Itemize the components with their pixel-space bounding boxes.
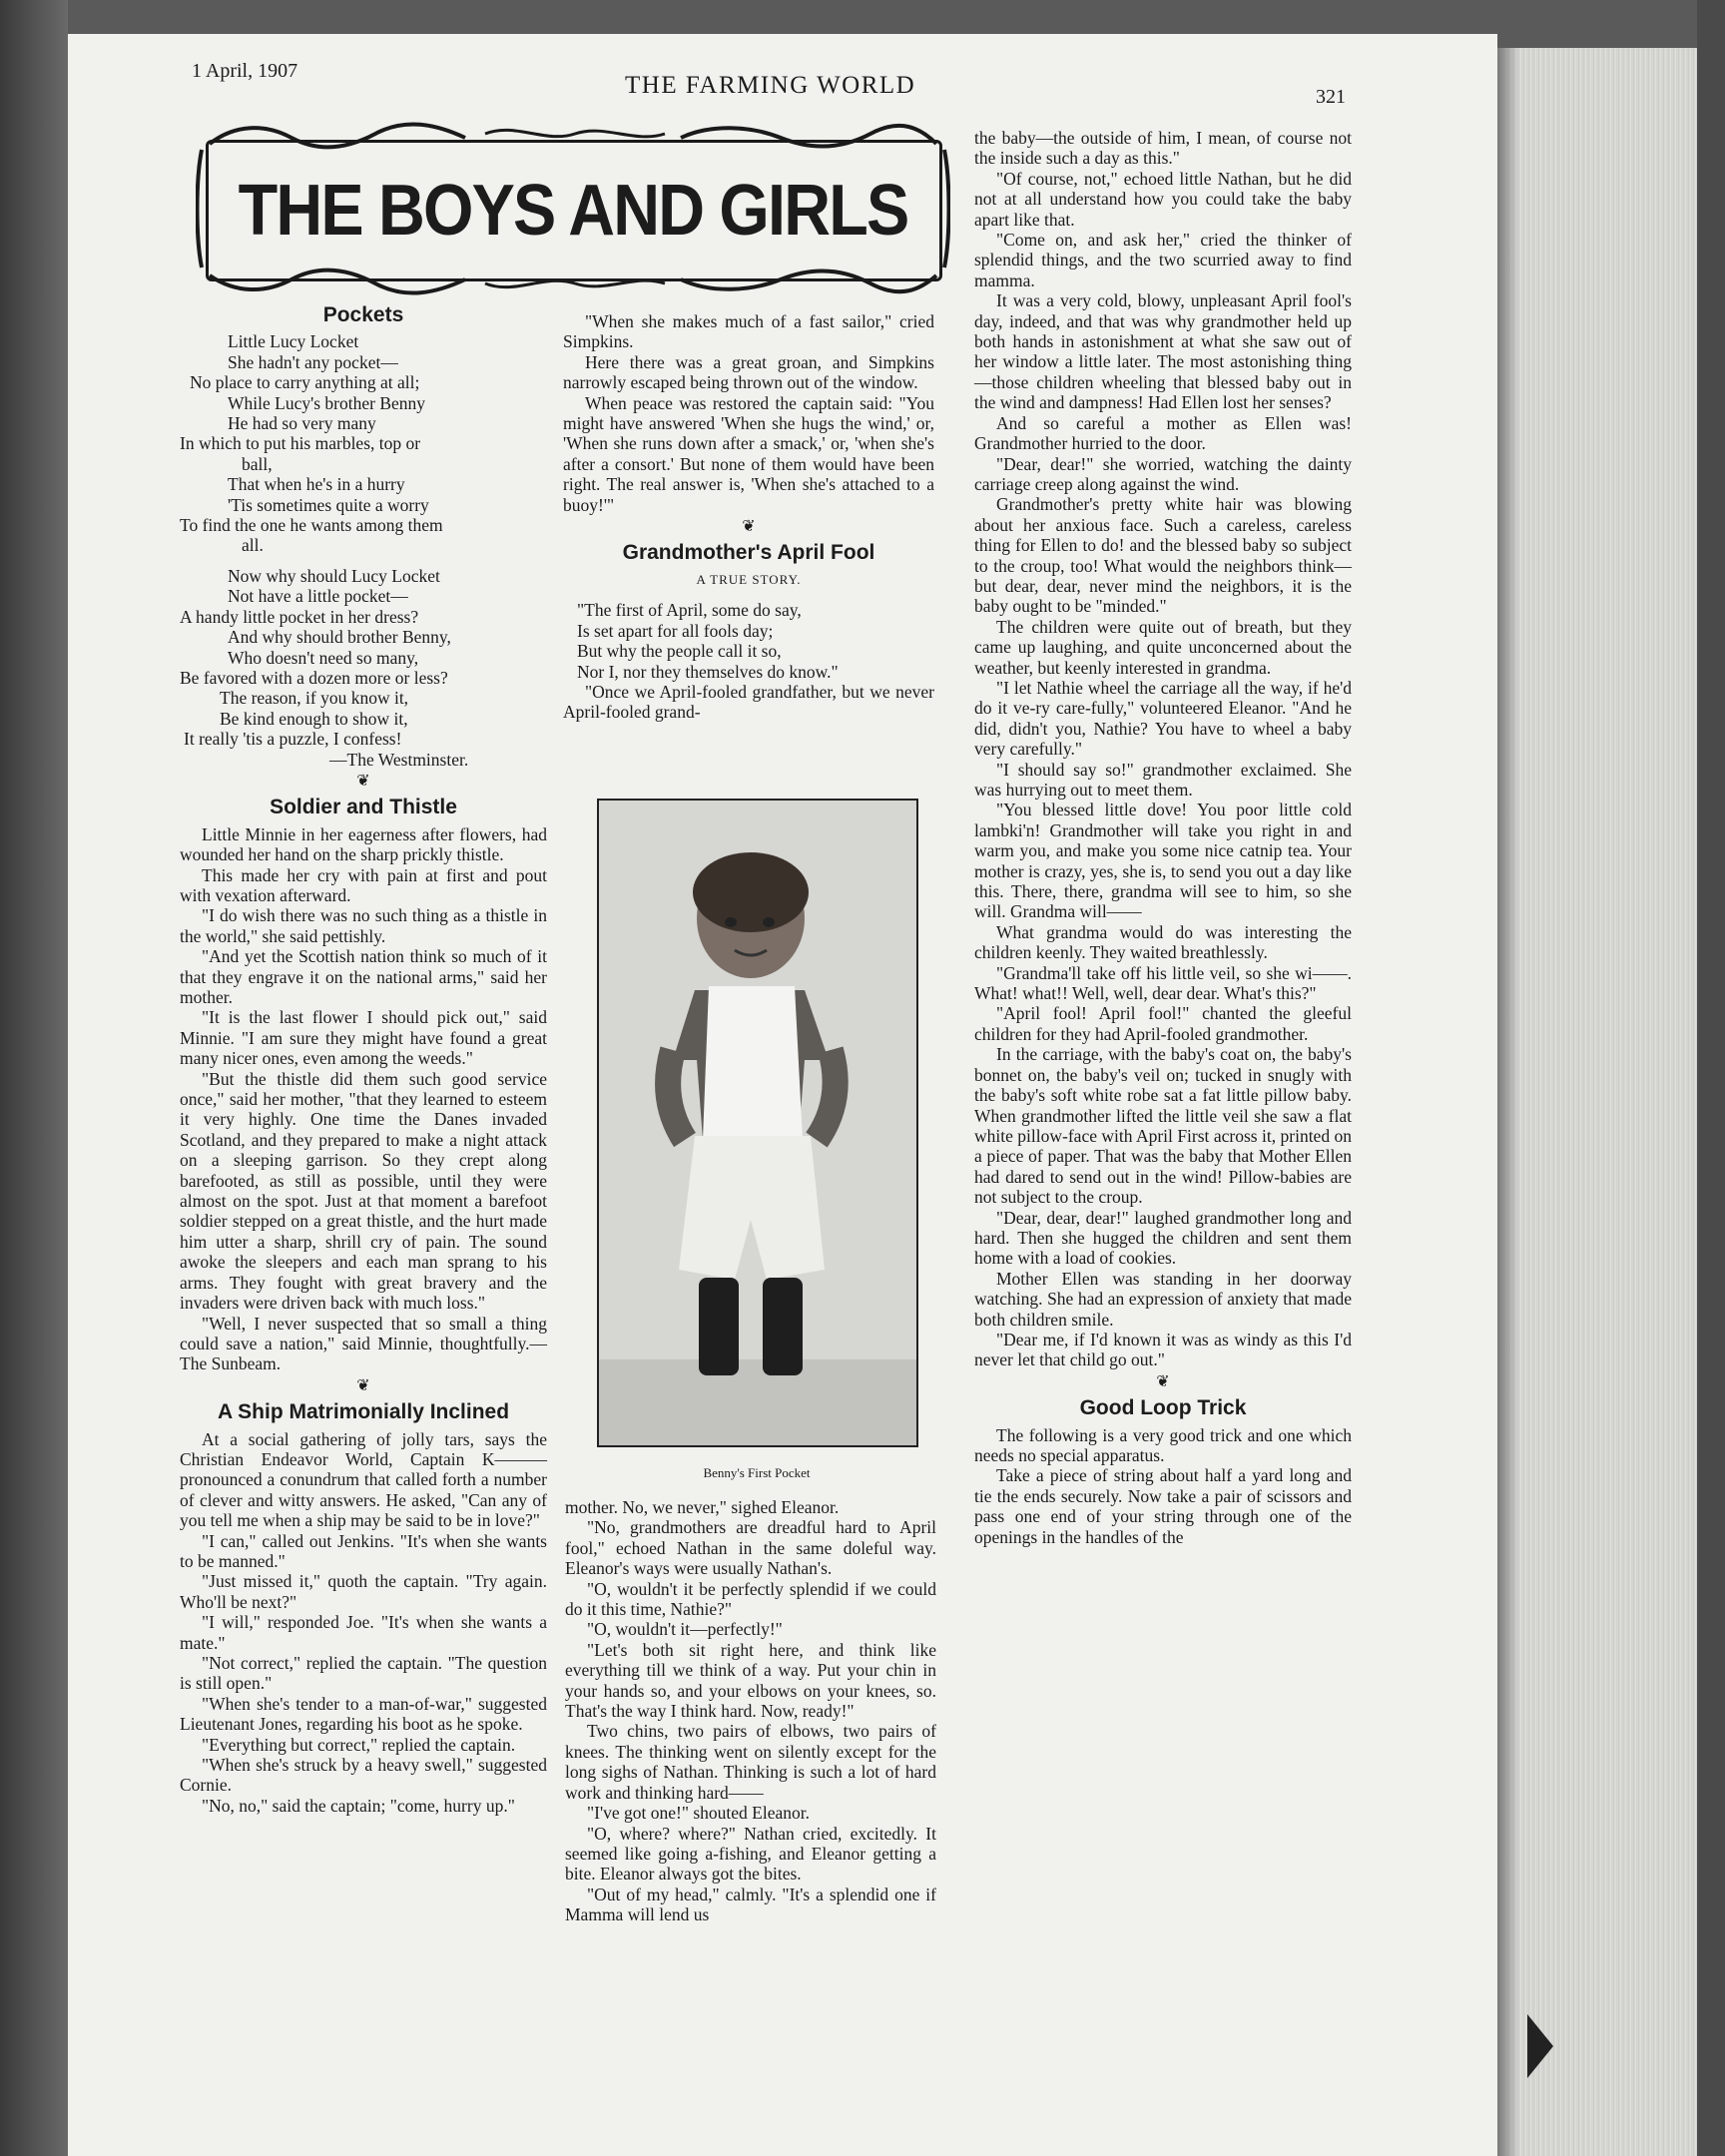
soldier-paragraph: This made her cry with pain at first and pout with vexation afterward. [180, 864, 547, 905]
grandmother-paragraph: What grandma would do was interesting the children keenly. They waited breathlessly. [974, 921, 1352, 963]
grandmother-paragraph: "Come on, and ask her," cried the thinker of splendid things, and the two scurried away to find mamma. [974, 230, 1352, 290]
grandmother-paragraph: "I let Nathie wheel the carriage all the way, if he'd do it ve-ry care-fully," volunteered Eleanor. "And he did, didn't you, Nathie? You have to wheel a baby very carefully." [974, 677, 1352, 760]
ship-paragraph: "When she makes much of a fast sailor," cried Simpkins. [563, 311, 934, 352]
grandmother-paragraph: "I should say so!" grandmother exclaimed. She was hurrying out to meet them. [974, 759, 1352, 800]
page-tab-arrow-icon [1527, 2014, 1553, 2078]
soldier-paragraph: Little Minnie in her eagerness after flowers, had wounded her hand on the sharp prickly thistle. [180, 823, 547, 865]
poem-line: The reason, if you know it, [220, 688, 409, 709]
poem-line: In which to put his marbles, top or [180, 433, 421, 454]
grandmother-paragraph: "Dear, dear, dear!" laughed grandmother long and hard. Then she hugged the children and sent them home with a load of cookies. [974, 1207, 1352, 1269]
pockets-title: Pockets [322, 303, 404, 326]
grandmother-paragraph: "O, where? where?" Nathan cried, excitedly. It seemed like going a-fishing, and Eleanor getting a bite. Eleanor always got the bites. [565, 1823, 936, 1885]
ship-paragraph: "Everything but correct," replied the captain. [202, 1734, 516, 1755]
poem-line: all. [242, 535, 264, 556]
ship-paragraph: "Not correct," replied the captain. "The question is still open." [180, 1653, 547, 1694]
soldier-paragraph: "But the thistle did them such good service once," said her mother, "that they learned to esteem it very highly. One time the Danes invaded Scotland, and they prepared to make a night attack on a sleeping garrison. So they crept along barefooted, as still as possible, until they were almost on the spot. Just at that moment a barefoot soldier stepped on a great thistle, and the hurt made him utter a sharp, shrill cry of pain. The sound awoke the sleepers and each man sprang to his arms. They fought with great bravery and the invaders were driven back with much loss." [180, 1068, 547, 1314]
column-1 [180, 299, 547, 1816]
header-title: THE FARMING WORLD [625, 72, 916, 99]
grandmother-title: Grandmother's April Fool [622, 541, 875, 565]
grandmother-paragraph: Mother Ellen was standing in her doorway watching. She had an expression of anxiety that made both children smile. [974, 1268, 1352, 1330]
grandmother-paragraph: "You blessed little dove! You poor little cold lambki'n! Grandmother will take you right in and warm you, and make you some nice catnip tea. Your mother is crazy, yes, she is, to send you out a day like this. There, there, grandma will see to him, so she will. Grandma will—— [974, 800, 1352, 922]
photo-bennys-first-pocket [597, 799, 918, 1447]
grandmother-subtitle: A TRUE STORY. [696, 571, 802, 587]
poem-line: While Lucy's brother Benny [228, 392, 426, 413]
grandmother-paragraph: In the carriage, with the baby's coat on, the baby's bonnet on, the baby's veil on; tucked in snugly with the baby's soft white robe sat a fat little pillow baby. When grandmother lifted the little veil she saw a flat white pillow-face with April First across it, printed on a piece of paper. That was the baby that Mother Ellen had dared to send out in the wind! Pillow-babies are not subject to the croup. [974, 1044, 1352, 1208]
soldier-paragraph: "It is the last flower I should pick out," said Minnie. "I am sure they might have found a great many nicer ones, even among the weeds." [180, 1007, 547, 1069]
scan-left-shadow [0, 0, 68, 2156]
poem-line: Who doesn't need so many, [228, 647, 419, 668]
grandmother-paragraph: "I've got one!" shouted Eleanor. [587, 1803, 811, 1824]
loop-paragraph: Take a piece of string about half a yard long and tie the ends securely. Now take a pair of scissors and pass one end of your string through one of the openings in the handles of the [974, 1465, 1352, 1547]
grandmother-paragraph: Grandmother's pretty white hair was blowing about her anxious face. Such a careless, careless thing for Ellen to do! and the blessed baby so subject to the croup, too! What would the neighbors think—but dear, dear, never mind the neighbors, it is the baby ought to be "minded." [974, 494, 1352, 617]
pockets-poem [180, 331, 547, 770]
gutter-shadow [1497, 48, 1519, 2156]
soldier-paragraph: "I do wish there was no such thing as a thistle in the world," she said pettishly. [180, 905, 547, 946]
poem-attribution: —The Westminster. [329, 749, 469, 770]
grandmother-paragraph: "Once we April-fooled grandfather, but we never April-fooled grand- [563, 681, 934, 723]
grandmother-paragraph: "Grandma'll take off his little veil, so she wi——. What! what!! Well, well, dear dear. What's this?" [974, 962, 1352, 1004]
loop-trick-title: Good Loop Trick [1079, 1396, 1247, 1420]
grandmother-paragraph: "Dear, dear!" she worried, watching the dainty carriage creep along against the wind. [974, 453, 1352, 494]
ship-paragraph: "I will," responded Joe. "It's when she wants a mate." [180, 1612, 547, 1653]
poem-line: That when he's in a hurry [228, 474, 405, 495]
ornament-icon: ❦ [742, 518, 756, 536]
ship-paragraph: At a social gathering of jolly tars, says the Christian Endeavor World, Captain K——— pronounced a conundrum that called forth a number of clever and witty answers. He asked, "Can any of you tell me when a ship may be said to be in love?" [180, 1428, 547, 1531]
grandmother-paragraph: Two chins, two pairs of elbows, two pairs of knees. The thinking went on silently except for the long sighs of Nathan. Thinking is such a lot of hard work and thinking hard—— [565, 1721, 936, 1803]
poem-line: To find the one he wants among them [180, 515, 443, 536]
ship-paragraph: "I can," called out Jenkins. "It's when she wants to be manned." [180, 1530, 547, 1571]
poem-line: Now why should Lucy Locket [228, 565, 440, 586]
poem-line: It really 'tis a puzzle, I confess! [184, 729, 402, 750]
grandmother-paragraph: "Let's both sit right here, and think like everything till we think of a way. Put your chin in your hands so, and your elbows on your knees, so. That's the way I think hard. Now, ready!" [565, 1639, 936, 1722]
poem-line: No place to carry anything at all; [190, 372, 420, 393]
grandmother-paragraph: "Dear me, if I'd known it was as windy as this I'd never let that child go out." [974, 1329, 1352, 1370]
poem-line: And why should brother Benny, [228, 627, 451, 648]
poem-line: Be kind enough to show it, [220, 708, 408, 729]
grandmother-paragraph: It was a very cold, blowy, unpleasant April fool's day, indeed, and that was why grandmother held up both hands in astonishment at what she saw out of her window a little later. The most astonishing thing—those children wheeling that blessed baby out in the wind and dampness! Had Ellen lost her senses? [974, 290, 1352, 413]
grandmother-paragraph: "Out of my head," calmly. "It's a splendid one if Mamma will lend us [565, 1884, 936, 1925]
poem-line: She hadn't any pocket— [228, 351, 398, 372]
header-date: 1 April, 1907 [192, 60, 298, 82]
banner-title: THE BOYS AND GIRLS [238, 171, 908, 251]
ship-paragraph: Here there was a great groan, and Simpkins narrowly escaped being thrown out of the window. [563, 351, 934, 393]
column-2-continued [565, 1497, 936, 1925]
ornament-icon: ❦ [1156, 1372, 1170, 1390]
grandmother-paragraph: And so careful a mother as Ellen was! Grandmother hurried to the door. [974, 412, 1352, 454]
soldier-paragraph: "And yet the Scottish nation think so much of it that they engrave it on the national arms," said her mother. [180, 946, 547, 1007]
grandmother-paragraph: "April fool! April fool!" chanted the gleeful children for they had April-fooled grandmother. [974, 1003, 1352, 1044]
poem-line: He had so very many [228, 413, 376, 434]
section-banner [196, 120, 950, 297]
ornament-icon: ❦ [356, 1376, 370, 1394]
loop-paragraph: The following is a very good trick and one which needs no special apparatus. [974, 1424, 1352, 1465]
header-page-number: 321 [1316, 86, 1346, 108]
ship-paragraph: "No, no," said the captain; "come, hurry up." [202, 1795, 515, 1816]
poem-line: Not have a little pocket— [228, 586, 408, 607]
ship-paragraph: "Just missed it," quoth the captain. "Try again. Who'll be next?" [180, 1571, 547, 1612]
ship-paragraph: "When she's struck by a heavy swell," suggested Cornie. [180, 1755, 547, 1796]
column-2 [563, 311, 934, 723]
soldier-title: Soldier and Thistle [270, 796, 457, 819]
grandmother-paragraph: The children were quite out of breath, but they came up laughing, and quite unconcerned about the weather, but keenly interested in grandma. [974, 616, 1352, 678]
verse-line: Nor I, nor they themselves do know." [577, 661, 839, 682]
grandmother-paragraph: the baby—the outside of him, I mean, of course not the inside such a day as this." [974, 128, 1352, 169]
grandmother-paragraph: mother. No, we never," sighed Eleanor. [565, 1497, 840, 1517]
poem-line: Be favored with a dozen more or less? [180, 667, 448, 688]
verse-line: "The first of April, some do say, [577, 600, 802, 621]
grandmother-paragraph: "O, wouldn't it—perfectly!" [587, 1619, 783, 1640]
scan-right-shadow [1697, 0, 1725, 2156]
photo-caption: Benny's First Pocket [703, 1465, 811, 1480]
ship-title: A Ship Matrimonially Inclined [217, 1400, 510, 1424]
poem-line: A handy little pocket in her dress? [180, 606, 419, 627]
poem-line: 'Tis sometimes quite a worry [228, 494, 429, 515]
poem-line: ball, [242, 453, 273, 474]
grandmother-paragraph: "No, grandmothers are dreadful hard to April fool," echoed Nathan in the same doleful way. Eleanor's ways were usually Nathan's. [565, 1517, 936, 1579]
column-3 [974, 128, 1352, 1547]
soldier-paragraph: "Well, I never suspected that so small a thing could save a nation," said Minnie, thoughtfully.—The Sunbeam. [180, 1313, 547, 1374]
ship-paragraph: When peace was restored the captain said: "You might have answered 'When she hugs the wind,' or, 'When she runs down after a smack,' or, 'when she's after a consort.' But none of them would have been right. The real answer is, 'When she's attached to a buoy!'" [563, 392, 934, 515]
grandmother-paragraph: "Of course, not," echoed little Nathan, but he did not at all understand how you could take the baby apart like that. [974, 168, 1352, 230]
book-page-edges [1497, 48, 1697, 2156]
ornament-icon: ❦ [356, 772, 370, 790]
boy-photo-illustration [599, 801, 916, 1445]
ship-paragraph: "When she's tender to a man-of-war," suggested Lieutenant Jones, regarding his boot as he spoke. [180, 1693, 547, 1735]
grandmother-paragraph: "O, wouldn't it be perfectly splendid if we could do it this time, Nathie?" [565, 1578, 936, 1620]
verse-line: But why the people call it so, [577, 641, 782, 662]
verse-line: Is set apart for all fools day; [577, 620, 774, 641]
poem-line: Little Lucy Locket [228, 331, 359, 352]
